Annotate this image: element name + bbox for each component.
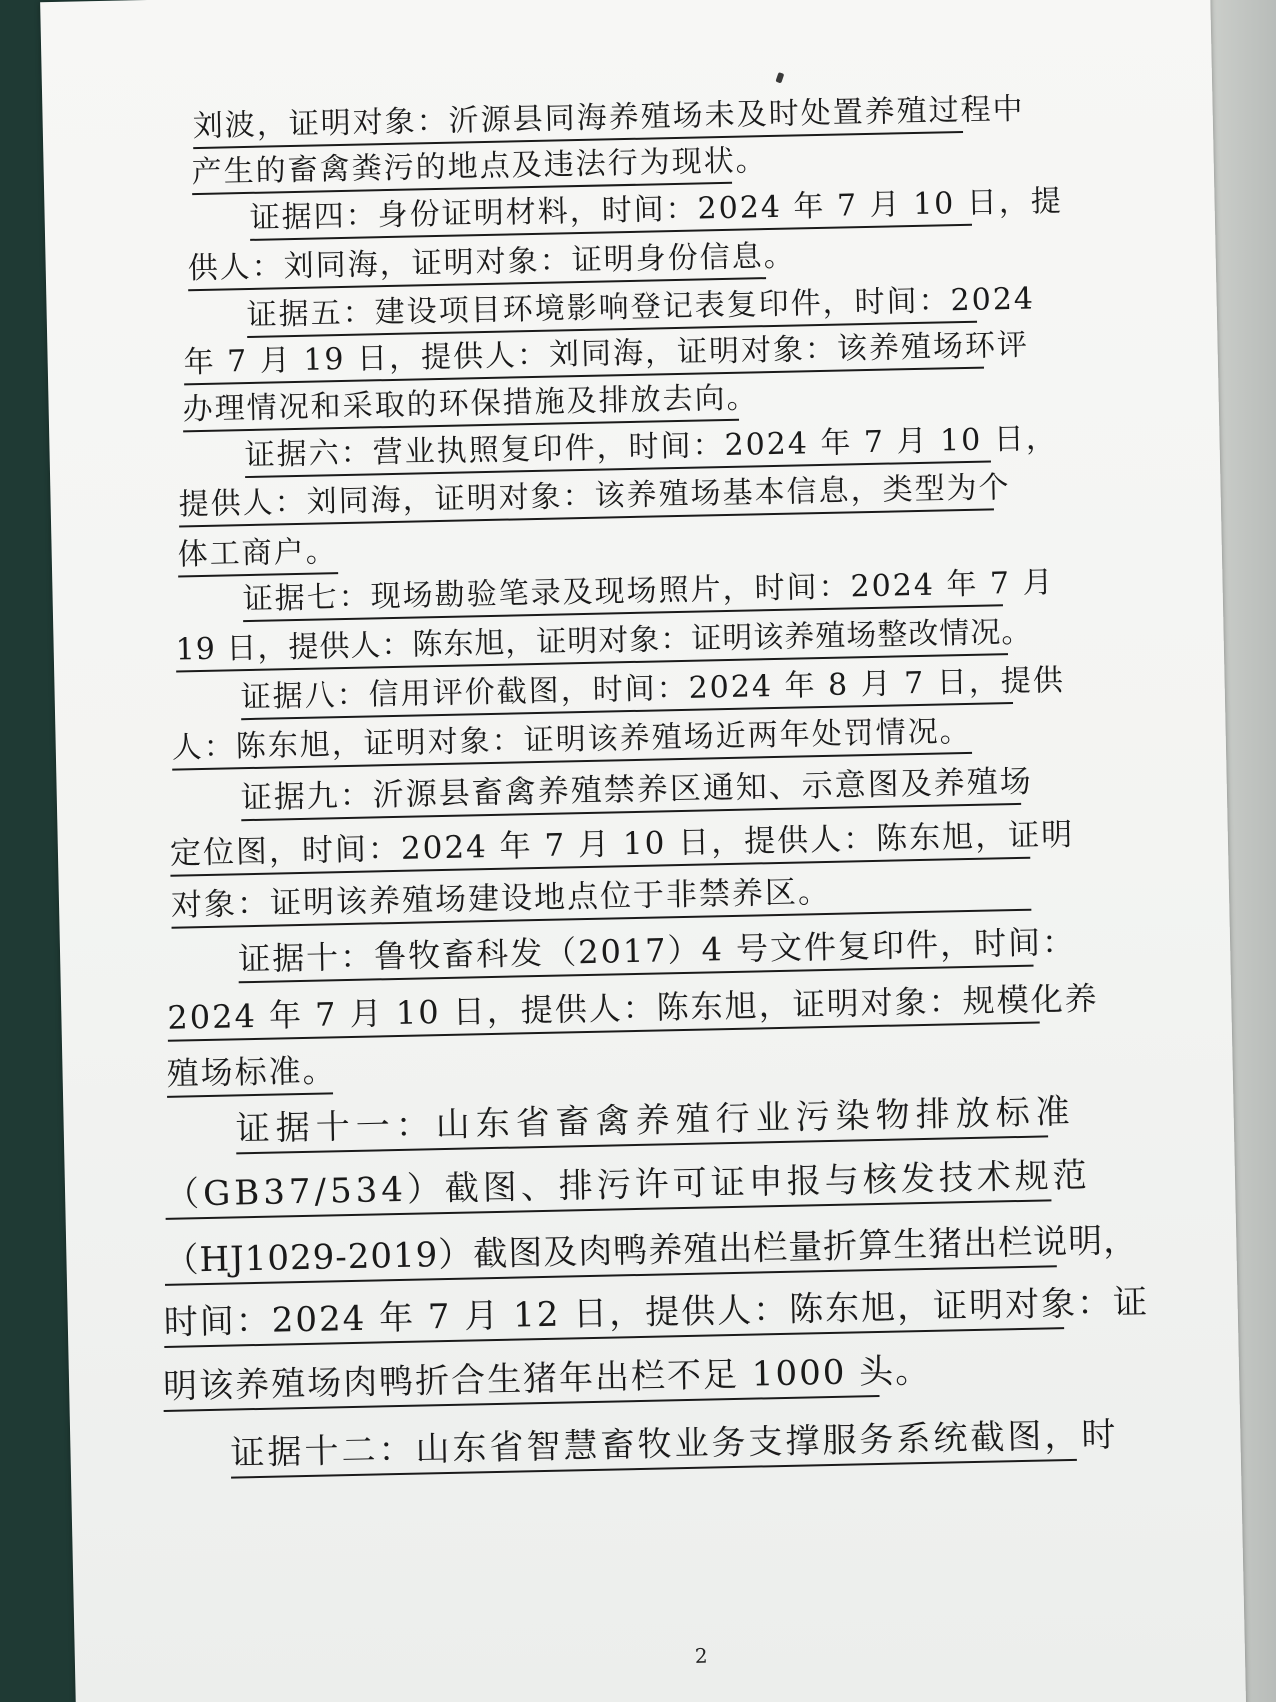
text-line: （GB37/534）截图、排污许可证申报与核发技术规范 bbox=[165, 1159, 1052, 1219]
text-line: 证据十二：山东省智慧畜牧业务支撑服务系统截图，时 bbox=[230, 1419, 1077, 1478]
text-line: 时间：2024 年 7 月 12 日，提供人：陈东旭，证明对象：证 bbox=[163, 1287, 1064, 1348]
page-number: 2 bbox=[694, 1643, 708, 1668]
pen-mark bbox=[775, 72, 784, 83]
text-line: 证据七：现场勘验笔录及现场照片，时间：2024 年 7 月 bbox=[242, 568, 1003, 621]
text-line: 年 7 月 19 日，提供人：刘同海，证明对象：该养殖场环评 bbox=[183, 331, 984, 385]
text-line: 对象：证明该养殖场建设地点位于非禁养区。 bbox=[171, 872, 1032, 929]
text-line: 证据五：建设项目环境影响登记表复印件，时间：2024 bbox=[246, 285, 977, 338]
text-line: 证据八：信用评价截图，时间：2024 年 8 月 7 日，提供 bbox=[240, 666, 1013, 720]
document-page bbox=[40, 0, 1246, 1702]
text-line: 2024 年 7 月 10 日，提供人：陈东旭，证明对象：规模化养 bbox=[167, 984, 1040, 1042]
text-line: 证据六：营业执照复印件，时间：2024 年 7 月 10 日， bbox=[244, 424, 991, 477]
text-line: 殖场标准。 bbox=[166, 1054, 333, 1097]
text-line: （HJ1029-2019）截图及肉鸭养殖出栏量折算生猪出栏说明， bbox=[164, 1225, 1057, 1285]
text-line: 产生的畜禽粪污的地点及违法行为现状。 bbox=[191, 146, 732, 195]
text-line: 供人：刘同海，证明对象：证明身份信息。 bbox=[187, 241, 766, 291]
text-line: 刘波，证明对象：沂源县同海养殖场未及时处置养殖过程中 bbox=[192, 95, 963, 149]
text-line: 体工商户。 bbox=[177, 536, 338, 577]
text-line: 人：陈东旭，证明对象：证明该养殖场近两年处罚情况。 bbox=[171, 716, 972, 770]
text-line: 定位图，时间：2024 年 7 月 10 日，提供人：陈东旭，证明 bbox=[170, 820, 1031, 877]
text-line: 证据九：沂源县畜禽养殖禁养区通知、示意图及养殖场 bbox=[241, 766, 1022, 821]
text-line: 19 日，提供人：陈东旭，证明对象：证明该养殖场整改情况。 bbox=[175, 617, 1008, 672]
text-line: 办理情况和采取的环保措施及排放去向。 bbox=[182, 383, 739, 432]
text-line: 明该养殖场肉鸭折合生猪年出栏不足 1000 头。 bbox=[163, 1355, 880, 1412]
text-line: 证据十一：山东省畜禽养殖行业污染物排放标准 bbox=[235, 1095, 1048, 1154]
text-line: 证据十：鲁牧畜科发（2017）4 号文件复印件，时间： bbox=[238, 927, 1034, 983]
text-line: 提供人：刘同海，证明对象：该养殖场基本信息，类型为个 bbox=[178, 472, 994, 527]
text-line: 证据四：身份证明材料，时间：2024 年 7 月 10 日，提 bbox=[249, 188, 972, 241]
